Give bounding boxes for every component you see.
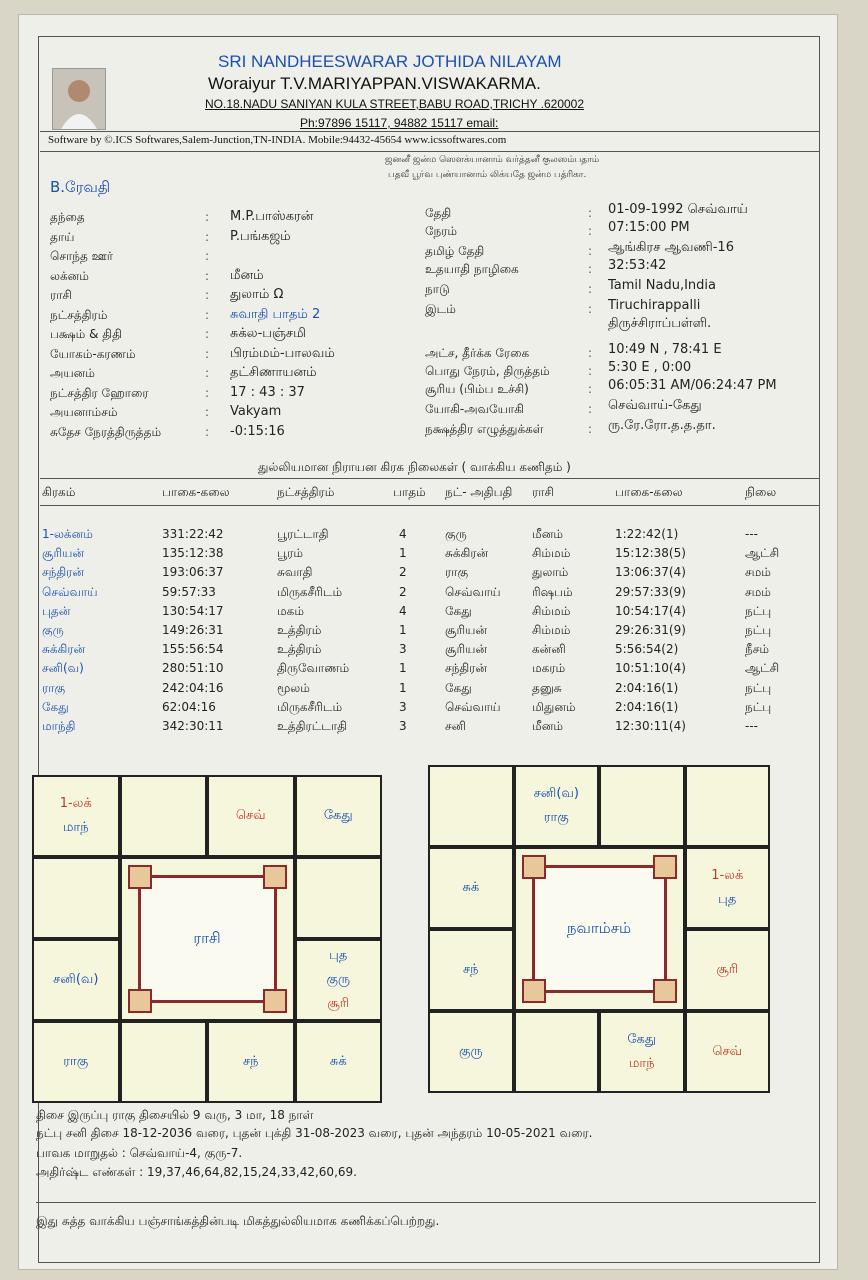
house-box (34, 1023, 118, 1101)
house-box (687, 849, 769, 927)
table-cell: செவ்வாய் (42, 584, 98, 599)
table-cell: 13:06:37(4) (615, 565, 686, 580)
table-cell: தனுசு (532, 680, 562, 695)
table-cell: செவ்வாய் (445, 699, 501, 714)
planet-label: குரு (326, 972, 351, 987)
software-rule (40, 151, 820, 152)
planet-label: புத (718, 892, 737, 907)
column-header: பாகை-கலை (162, 485, 230, 499)
chart-title: நவாம்சம் (566, 919, 632, 937)
planet-label: மாந் (62, 820, 89, 835)
planet-label: கேது (323, 808, 353, 823)
table-cell: 62:04:16 (162, 699, 216, 714)
column-header: பாதம் (393, 485, 426, 499)
planet-label: சுக் (329, 1054, 347, 1069)
blessing-line-1: ஜனனீ ஜன்ம ஸௌக்யானாம் வர்த்தனீ குலஸம்பதாம் (385, 155, 600, 165)
table-cell: 331:22:42 (162, 527, 224, 541)
house-box (430, 931, 512, 1009)
table-cell: சிம்மம் (532, 603, 571, 618)
table-cell: நட்பு (745, 603, 772, 618)
table-cell: சந்திரன் (445, 661, 488, 676)
planet-label: சனி(வ) (533, 786, 579, 801)
table-cell: 3 (399, 642, 407, 657)
table-cell: சனி (445, 719, 466, 733)
bhava-change: பாவக மாறுதல் : செவ்வாய்-4, குரு-7. (36, 1146, 243, 1160)
table-cell: சூரியன் (445, 623, 488, 637)
detail-value: திருச்சிராப்பள்ளி. (608, 316, 712, 331)
house-box (297, 777, 381, 855)
detail-colon: : (205, 327, 210, 341)
detail-label: ராசி (50, 288, 72, 302)
planet-label: சந் (462, 962, 479, 977)
detail-value: தட்சிணாயனம் (230, 365, 317, 380)
dasa-balance: திசை இருப்பு ராகு திசையில் 9 வரு, 3 மா, 18 நாள் (36, 1108, 314, 1122)
detail-label: யோகம்-கரணம் (50, 346, 136, 361)
detail-value: சுக்ல-பஞ்சமி (230, 326, 306, 341)
planet-label: 1-லக் (59, 796, 92, 811)
detail-label: சூரிய (பிம்ப உச்சி) (425, 382, 529, 396)
detail-value: பிரம்மம்-பாலவம் (230, 345, 335, 361)
table-cell: துலாம் (532, 565, 569, 580)
corner-ornament (263, 989, 287, 1013)
table-cell: மகரம் (532, 661, 566, 676)
table-cell: 1 (399, 680, 407, 695)
detail-label: சுதேச நேரத்திருத்தம் (50, 424, 162, 439)
office-address: NO.18.NADU SANIYAN KULA STREET,BABU ROAD,TRICHY .620002 (205, 97, 585, 111)
table-cell: கேது (42, 699, 69, 714)
detail-colon: : (588, 262, 593, 276)
house-box (209, 777, 293, 855)
table-cell: சமம் (745, 565, 771, 580)
table-cell: 280:51:10 (162, 661, 224, 676)
table-cell: ரிஷபம் (532, 584, 573, 599)
detail-colon: : (588, 302, 593, 316)
table-cell: பூரட்டாதி (277, 527, 329, 541)
house-box (430, 1013, 512, 1091)
table-cell: மிருகசீரிடம் (277, 584, 343, 599)
office-phone: Ph:97896 15117, 94882 15117 email: (300, 116, 499, 130)
detail-label: தமிழ் தேதி (425, 244, 485, 258)
corner-ornament (128, 865, 152, 889)
table-cell: சமம் (745, 584, 771, 599)
detail-label: பொது நேரம், திருத்தம் (425, 364, 550, 378)
table-cell: 149:26:31 (162, 623, 224, 637)
table-rule-top (40, 478, 820, 479)
table-cell: 1 (399, 661, 407, 676)
office-title: SRI NANDHEESWARAR JOTHIDA NILAYAM (218, 52, 562, 71)
detail-colon: : (205, 288, 210, 302)
table-cell: ராகு (445, 565, 469, 580)
table-cell: மீனம் (532, 719, 563, 733)
planet-label: புத (329, 948, 348, 963)
table-cell: 29:26:31(9) (615, 623, 686, 637)
table-cell: ராகு (42, 680, 66, 695)
detail-colon: : (205, 268, 210, 283)
table-cell: 3 (399, 699, 407, 714)
house-box (34, 941, 118, 1019)
house-box (297, 1023, 381, 1101)
table-cell: நட்பு (745, 623, 772, 637)
table-cell: 4 (399, 603, 407, 618)
astrologer-name: Woraiyur T.V.MARIYAPPAN.VISWAKARMA. (208, 74, 541, 93)
table-rule-mid (40, 505, 820, 506)
table-cell: திருவோணம் (277, 661, 350, 676)
detail-colon: : (205, 405, 210, 419)
table-cell: 2 (399, 584, 407, 599)
detail-label: சொந்த ஊர் (50, 249, 113, 263)
detail-value: M.P.பாஸ்கரன் (230, 209, 314, 224)
detail-value: 10:49 N , 78:41 E (608, 342, 722, 357)
detail-value: 32:53:42 (608, 258, 667, 273)
detail-label: அட்ச, தீர்க்க ரேகை (425, 346, 530, 360)
planet-label: செவ் (235, 808, 266, 823)
table-cell: சந்திரன் (42, 565, 85, 580)
planet-label: கேது (627, 1032, 657, 1047)
detail-colon: : (588, 402, 593, 416)
planet-label: செவ் (712, 1044, 743, 1059)
software-credit: Software by ©.ICS Softwares,Salem-Junction,TN-INDIA. Mobile:94432-45654 www.icssoftwares.com (48, 134, 507, 146)
corner-ornament (522, 855, 546, 879)
house-box (34, 859, 118, 937)
house-box (209, 1023, 293, 1101)
table-cell: --- (745, 719, 758, 733)
table-cell: சுவாதி (277, 565, 313, 580)
table-cell: 2:04:16(1) (615, 680, 679, 695)
table-cell: சுக்கிரன் (445, 546, 489, 561)
detail-value: துலாம் Ω (230, 287, 284, 302)
detail-colon: : (588, 346, 593, 360)
house-box (430, 849, 512, 927)
house-box (601, 1013, 683, 1091)
house-box (601, 767, 683, 845)
table-cell: 3 (399, 719, 407, 733)
table-cell: மாந்தி (42, 719, 76, 733)
detail-colon: : (588, 282, 593, 296)
detail-colon: : (205, 307, 210, 322)
table-cell: 155:56:54 (162, 642, 224, 657)
table-cell: சூரியன் (445, 642, 488, 657)
house-box (430, 767, 512, 845)
detail-colon: : (205, 366, 210, 380)
table-cell: செவ்வாய் (445, 584, 501, 599)
table-cell: 59:57:33 (162, 584, 216, 599)
house-box (687, 767, 769, 845)
detail-value: சுவாதி பாதம் 2 (230, 306, 321, 322)
detail-colon: : (588, 364, 593, 378)
detail-label: தந்தை (50, 210, 85, 224)
planet-label: சனி(வ) (53, 972, 99, 987)
detail-value: செவ்வாய்-கேது (608, 398, 702, 413)
house-box (516, 1013, 598, 1091)
detail-colon: : (205, 424, 210, 439)
detail-colon: : (588, 422, 593, 436)
detail-value: 17 : 43 : 37 (230, 384, 305, 400)
detail-value: ரு.ரே.ரோ.த.த.தா. (608, 418, 716, 433)
column-header: நட்சத்திரம் (277, 485, 335, 499)
table-cell: ஆட்சி (745, 546, 780, 561)
table-cell: நட்பு (745, 699, 772, 714)
planet-label: ராகு (543, 810, 569, 825)
table-cell: 1:22:42(1) (615, 527, 679, 541)
detail-value: P.பங்கஜம் (230, 228, 291, 244)
table-cell: பூரம் (277, 546, 304, 561)
table-cell: 15:12:38(5) (615, 546, 686, 561)
table-cell: 2 (399, 565, 407, 580)
column-header: கிரகம் (42, 485, 76, 499)
detail-colon: : (588, 244, 593, 258)
detail-colon: : (205, 385, 210, 400)
corner-ornament (263, 865, 287, 889)
table-cell: 10:51:10(4) (615, 661, 686, 676)
detail-colon: : (588, 382, 593, 396)
house-box (34, 777, 118, 855)
table-cell: மீனம் (532, 527, 563, 541)
detail-colon: : (588, 224, 593, 238)
house-box (122, 777, 206, 855)
detail-label: லக்னம் (50, 268, 89, 283)
planet-label: சூரி (327, 996, 350, 1011)
detail-colon: : (205, 210, 210, 224)
table-cell: 4 (399, 527, 407, 541)
detail-label: உதயாதி நாழிகை (425, 262, 519, 276)
table-cell: 342:30:11 (162, 719, 224, 733)
detail-label: யோகி-அவயோகி (425, 402, 524, 416)
corner-ornament (653, 979, 677, 1003)
table-cell: சிம்மம் (532, 623, 571, 637)
table-cell: புதன் (42, 603, 71, 618)
house-box (687, 931, 769, 1009)
planet-label: சுக் (462, 880, 480, 895)
chart-title: ராசி (193, 929, 221, 947)
table-cell: சுக்கிரன் (42, 642, 86, 657)
table-cell: நீசம் (745, 642, 769, 657)
table-cell: உத்திரம் (277, 642, 322, 657)
corner-ornament (653, 855, 677, 879)
corner-ornament (522, 979, 546, 1003)
table-cell: நட்பு (745, 680, 772, 695)
detail-label: நக்ஷத்திர எழுத்துக்கள் (425, 422, 544, 436)
detail-colon: : (588, 206, 593, 220)
detail-label: நேரம் (425, 224, 458, 238)
table-cell: 193:06:37 (162, 565, 224, 580)
detail-value: -0:15:16 (230, 423, 285, 439)
column-header: நிலை (745, 485, 777, 499)
detail-label: நட்சத்திரம் (50, 307, 108, 322)
house-box (297, 859, 381, 937)
table-cell: மிருகசீரிடம் (277, 699, 343, 714)
detail-value: ஆங்கிரச ஆவணி-16 (608, 240, 734, 255)
table-cell: 2:04:16(1) (615, 699, 679, 714)
table-cell: மூலம் (277, 680, 310, 695)
detail-colon: : (205, 229, 210, 244)
table-cell: குரு (42, 623, 64, 637)
planet-label: மாந் (628, 1056, 655, 1071)
detail-value: மீனம் (230, 267, 264, 283)
table-cell: மிதுனம் (532, 699, 576, 714)
detail-value: 07:15:00 PM (608, 220, 690, 235)
calculation-note: இது சுத்த வாக்கிய பஞ்சாங்கத்தின்படி மிகத்துல்லியமாக கணிக்கப்பெற்றது. (36, 1214, 440, 1228)
detail-label: இடம் (425, 302, 456, 316)
detail-colon: : (205, 346, 210, 361)
table-cell: கேது (445, 680, 472, 695)
table-cell: 1 (399, 546, 407, 561)
table-cell: --- (745, 527, 758, 541)
detail-label: நாடு (425, 282, 450, 296)
detail-value: Tamil Nadu,India (608, 278, 716, 293)
table-cell: சனி(வ) (42, 661, 84, 676)
table-cell: சூரியன் (42, 546, 85, 561)
house-box (297, 941, 381, 1019)
corner-ornament (128, 989, 152, 1013)
table-cell: கன்னி (532, 642, 566, 657)
detail-colon: : (205, 249, 210, 263)
table-cell: 242:04:16 (162, 680, 224, 695)
detail-label: பக்ஷம் & திதி (50, 327, 122, 341)
detail-value: 06:05:31 AM/06:24:47 PM (608, 378, 777, 393)
lucky-numbers: அதிர்ஷ்ட எண்கள் : 19,37,46,64,82,15,24,33,42,60,69. (36, 1165, 357, 1179)
table-cell: ஆட்சி (745, 661, 780, 676)
table-cell: குரு (445, 527, 467, 541)
table-cell: 12:30:11(4) (615, 719, 686, 733)
table-cell: மகம் (277, 603, 304, 618)
detail-label: தாய் (50, 229, 75, 244)
table-cell: உத்திரம் (277, 623, 322, 637)
planet-label: 1-லக் (711, 868, 744, 883)
header-rule (40, 131, 820, 132)
table-cell: உத்திரட்டாதி (277, 719, 347, 733)
house-box (687, 1013, 769, 1091)
planet-label: குரு (458, 1044, 483, 1059)
table-cell: சிம்மம் (532, 546, 571, 561)
table-cell: 1-லக்னம் (42, 527, 93, 541)
current-dasa: நட்பு சனி திசை 18-12-2036 வரை, புதன் புக்தி 31-08-2023 வரை, புதன் அந்தரம் 10-05-2021 வரை. (36, 1126, 593, 1140)
planet-label: ராகு (63, 1054, 89, 1069)
table-cell: கேது (445, 603, 472, 618)
table-cell: 130:54:17 (162, 603, 224, 618)
detail-value: 5:30 E , 0:00 (608, 360, 692, 375)
column-header: நட்- அதிபதி (445, 485, 513, 499)
table-cell: 1 (399, 623, 407, 637)
planet-label: சூரி (716, 962, 739, 977)
person-name: B.ரேவதி (50, 178, 111, 196)
table-cell: 29:57:33(9) (615, 584, 686, 599)
house-box (516, 767, 598, 845)
detail-label: அயனாம்சம் (50, 405, 118, 419)
detail-label: நட்சத்திர ஹோரை (50, 385, 149, 400)
house-box (122, 1023, 206, 1101)
table-cell: 10:54:17(4) (615, 603, 686, 618)
planet-label: சந் (242, 1054, 259, 1069)
table-cell: 5:56:54(2) (615, 642, 679, 657)
detail-label: அயனம் (50, 366, 95, 380)
column-header: ராசி (532, 485, 554, 499)
detail-label: தேதி (425, 206, 452, 220)
column-header: பாகை-கலை (615, 485, 683, 499)
planet-table-caption: துல்லியமான நிராயன கிரக நிலைகள் ( வாக்கிய கணிதம் ) (258, 460, 571, 474)
detail-value: 01-09-1992 செவ்வாய் (608, 202, 748, 217)
footer-rule (36, 1202, 816, 1203)
astrologer-photo (52, 68, 106, 130)
detail-value: Tiruchirappalli (608, 298, 701, 313)
blessing-line-2: பதவீ பூர்வ புண்யானாம் லிக்யதே ஜன்ம பத்ரிகா. (388, 170, 587, 180)
table-cell: 135:12:38 (162, 546, 224, 561)
detail-value: Vakyam (230, 404, 282, 419)
